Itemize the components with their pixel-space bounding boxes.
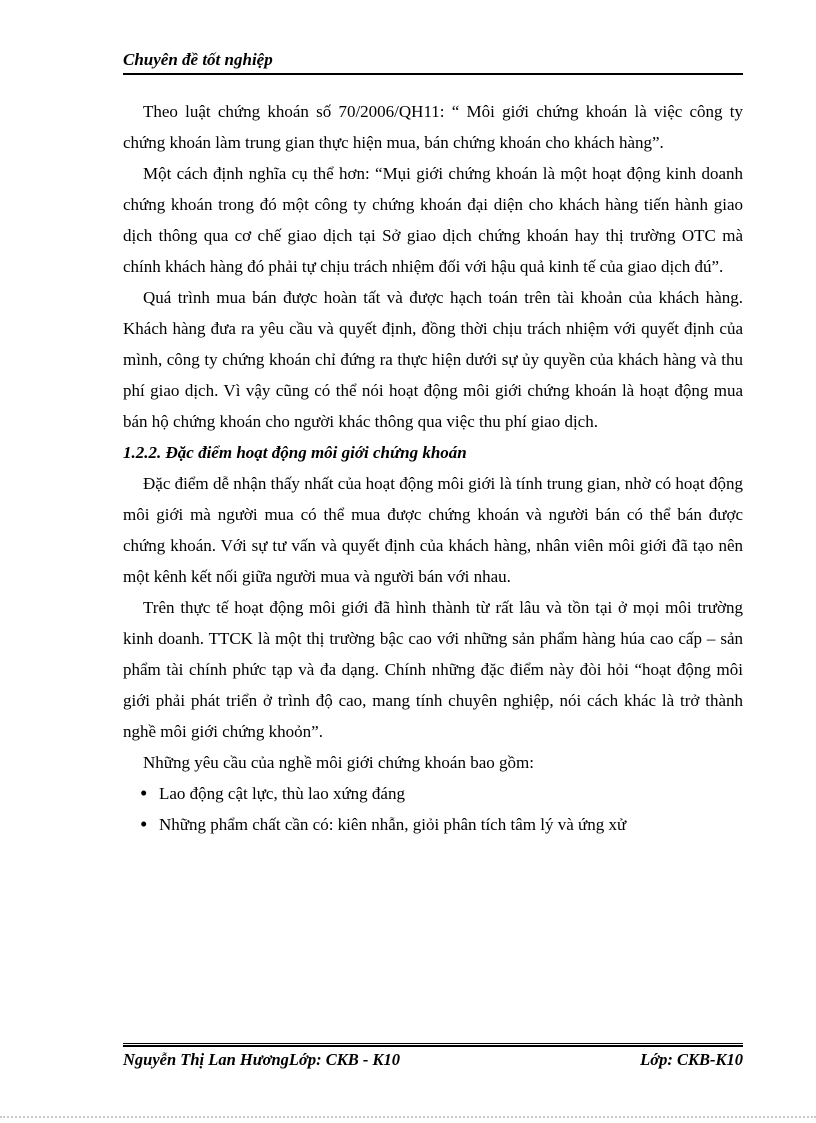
page-break-dotted-line (0, 1116, 816, 1118)
paragraph-history: Trên thực tế hoạt động môi giới đã hình thành từ rất lâu và tồn tại ở mọi môi trường kinh doanh. TTCK là một thị trường bậc cao với những sản phẩm hàng húa cao cấp – sản phẩm tài chính phức tạp và đa dạng. Chính những đặc điểm này đòi hỏi “hoạt động môi giới phải phát triển ở trình độ cao, mang tính chuyên nghiệp, nói cách khác là trở thành nghề môi giới chứng khoỏn”. (123, 598, 743, 741)
paragraph-characteristics: Đặc điểm dễ nhận thấy nhất của hoạt động môi giới là tính trung gian, nhờ có hoạt động môi giới mà người mua có thể mua được chứng khoán và người bán có thể bán được chứng khoán. Với sự tư vấn và quyết định của khách hàng, nhân viên môi giới đã tạo nên một kênh kết nối giữa người mua và người bán với nhau. (123, 474, 743, 586)
header-title: Chuyên đề tốt nghiệp (123, 50, 273, 69)
footer-double-rule (123, 1043, 743, 1047)
paragraph-definition-detailed: Một cách định nghĩa cụ thể hơn: “Mụi giới chứng khoán là một hoạt động kinh doanh chứng khoán trong đó một công ty chứng khoán đại diện cho khách hàng tiến hành giao dịch thông qua cơ chế giao dịch tại Sở giao dịch chứng khoán hay thị trường OTC mà chính khách hàng đó phải tự chịu trách nhiệm đối với hậu quả kinh tế của giao dịch đú”. (123, 164, 743, 276)
requirements-list (123, 778, 743, 840)
paragraph-transaction-process: Quá trình mua bán được hoàn tất và được hạch toán trên tài khoản của khách hàng. Khách hàng đưa ra yêu cầu và quyết định, đồng thời chịu trách nhiệm với quyết định của mình, công ty chứng khoán chỉ đứng ra thực hiện dưới sự ủy quyền của khách hàng và thu phí giao dịch. Vì vậy cũng có thể nói hoạt động môi giới chứng khoán là hoạt động mua bán hộ chứng khoán cho người khác thông qua việc thu phí giao dịch. (123, 288, 743, 431)
footer-author: Nguyễn Thị Lan HươngLớp: CKB - K10 (123, 1050, 400, 1069)
list-item-qualities: • Những phẩm chất cần có: kiên nhẫn, giỏi phân tích tâm lý và ứng xử (123, 809, 743, 840)
footer-class: Lớp: CKB-K10 (640, 1050, 743, 1069)
document-body (123, 96, 743, 840)
page-header (123, 50, 743, 75)
paragraph-requirements-intro: Những yêu cầu của nghề môi giới chứng khoán bao gồm: (143, 753, 534, 772)
page-footer (123, 1043, 743, 1070)
paragraph-definition-law: Theo luật chứng khoán số 70/2006/QH11: “ Môi giới chứng khoán là việc công ty chứng khoán làm trung gian thực hiện mua, bán chứng khoán cho khách hàng”. (123, 102, 743, 152)
section-heading-1-2-2: 1.2.2. Đặc điểm hoạt động môi giới chứng khoán (123, 443, 467, 462)
list-item-hard-work: • Lao động cật lực, thù lao xứng đáng (123, 778, 743, 809)
